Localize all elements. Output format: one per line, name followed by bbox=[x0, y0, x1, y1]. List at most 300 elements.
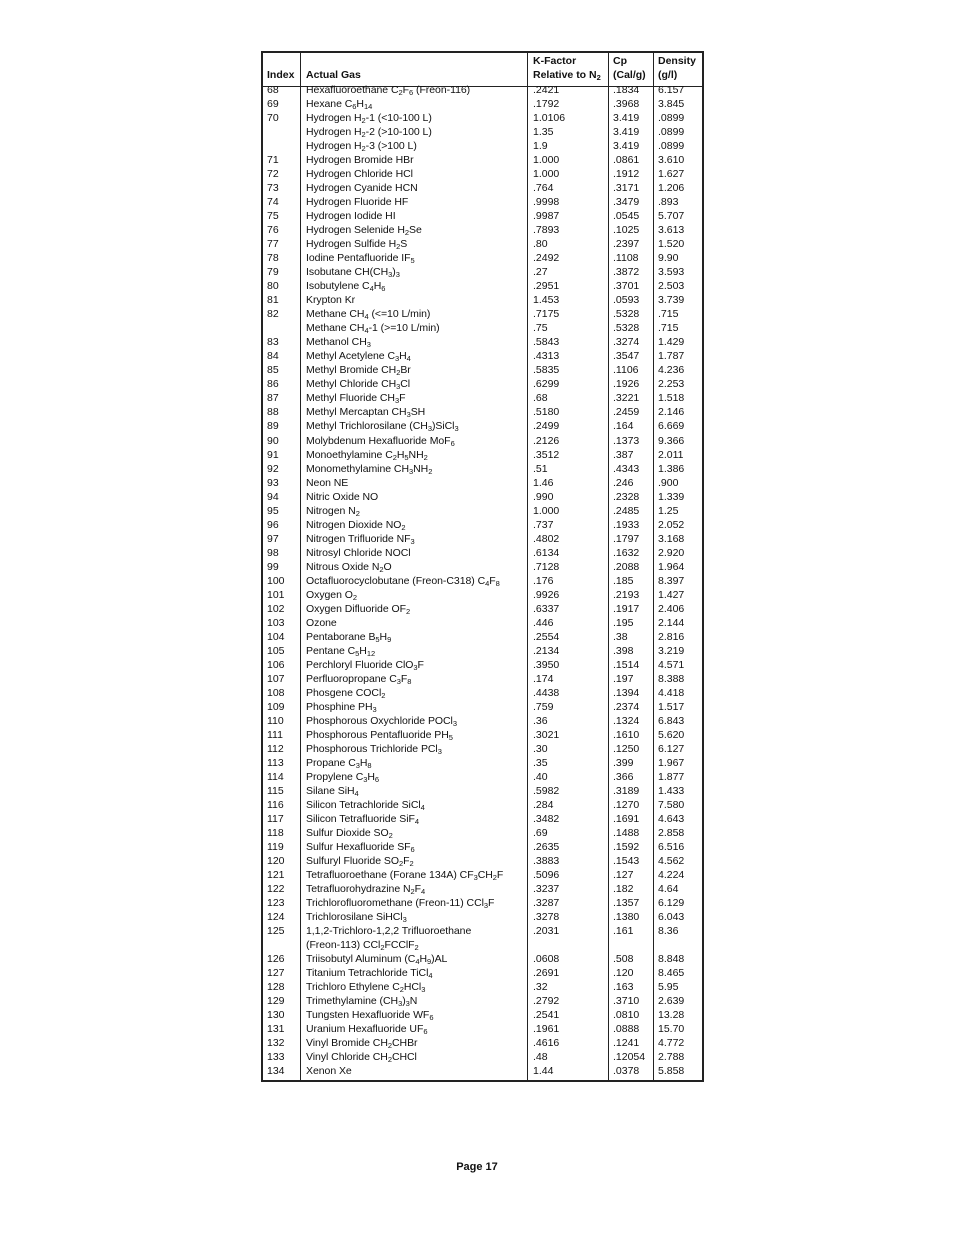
row-index: 114 bbox=[267, 770, 284, 783]
row-gas-name: Vinyl Bromide $CH_2CHBr$ bbox=[306, 1037, 418, 1051]
table-row bbox=[263, 237, 702, 251]
table-row bbox=[263, 490, 702, 504]
row-index: 116 bbox=[267, 799, 284, 812]
row-density: .0899 bbox=[658, 140, 685, 153]
row-density: 2.253 bbox=[658, 378, 685, 391]
gas-properties-table bbox=[261, 51, 704, 1082]
row-cp: .1912 bbox=[613, 168, 640, 181]
row-k-factor: .68 bbox=[533, 392, 548, 405]
row-density: 1.518 bbox=[658, 392, 685, 405]
row-index: 110 bbox=[267, 714, 284, 727]
row-gas-name: Silicon Tetrafluoride SiF$_4$ bbox=[306, 813, 419, 827]
table-row bbox=[263, 1064, 702, 1078]
row-cp: .1514 bbox=[613, 658, 640, 671]
row-gas-name: Nitrosyl Chloride NOCl bbox=[306, 546, 411, 559]
row-k-factor: .759 bbox=[533, 700, 554, 713]
table-row bbox=[263, 111, 702, 125]
row-k-factor: .9998 bbox=[533, 196, 560, 209]
row-k-factor: .2499 bbox=[533, 420, 560, 433]
row-k-factor: .3482 bbox=[533, 813, 560, 826]
row-index: 70 bbox=[267, 112, 279, 125]
row-k-factor: .764 bbox=[533, 182, 554, 195]
row-density: 4.224 bbox=[658, 869, 685, 882]
row-k-factor: .2031 bbox=[533, 925, 560, 938]
row-cp: .163 bbox=[613, 981, 634, 994]
table-row bbox=[263, 658, 702, 672]
row-k-factor: .7128 bbox=[533, 560, 560, 573]
row-density: 2.920 bbox=[658, 546, 685, 559]
row-index: 76 bbox=[267, 224, 279, 237]
row-cp: 3.419 bbox=[613, 140, 640, 153]
row-k-factor: .7893 bbox=[533, 224, 560, 237]
row-cp: .1373 bbox=[613, 434, 640, 447]
row-index: 121 bbox=[267, 869, 285, 882]
row-k-factor: 1.0106 bbox=[533, 112, 566, 125]
table-row bbox=[263, 616, 702, 630]
row-index: 123 bbox=[267, 897, 285, 910]
row-cp: .161 bbox=[613, 925, 634, 938]
row-index: 71 bbox=[267, 154, 279, 167]
table-row bbox=[263, 952, 702, 966]
row-density: 1.429 bbox=[658, 336, 685, 349]
row-cp: .1324 bbox=[613, 714, 640, 727]
row-cp: .195 bbox=[613, 616, 634, 629]
table-row bbox=[263, 840, 702, 854]
row-k-factor: .2541 bbox=[533, 1009, 560, 1022]
row-k-factor: .35 bbox=[533, 756, 548, 769]
table-row bbox=[263, 1008, 702, 1022]
row-gas-name: Phosphorous Pentafluoride $PH_5$ bbox=[306, 728, 453, 742]
row-index: 103 bbox=[267, 616, 285, 629]
table-row bbox=[263, 994, 702, 1008]
header-density-line2: (g/l) bbox=[658, 69, 678, 81]
row-cp: .164 bbox=[613, 420, 634, 433]
table-row bbox=[263, 139, 702, 153]
row-k-factor: .2691 bbox=[533, 967, 560, 980]
header-density-line1: Density bbox=[658, 55, 696, 67]
row-density: 4.64 bbox=[658, 883, 679, 896]
row-gas-name: Isobutane $CH(CH_3)_3$ bbox=[306, 266, 400, 280]
table-row bbox=[263, 307, 702, 321]
table-row bbox=[263, 97, 702, 111]
row-gas-name: Octafluorocyclobutane (Freon-C318) $C_4F_8$ bbox=[306, 574, 500, 588]
row-gas-name: Monoethylamine $C_2H_5NH_2$ bbox=[306, 448, 428, 462]
table-row bbox=[263, 321, 702, 335]
row-cp: .5328 bbox=[613, 322, 640, 335]
table-row bbox=[263, 854, 702, 868]
row-k-factor: .2792 bbox=[533, 995, 560, 1008]
row-k-factor: .2492 bbox=[533, 252, 560, 265]
row-index: 94 bbox=[267, 490, 279, 503]
row-index: 112 bbox=[267, 742, 284, 755]
row-density: 2.406 bbox=[658, 602, 685, 615]
row-gas-name: Pentaborane $B_5H_9$ bbox=[306, 630, 392, 644]
row-cp: .4343 bbox=[613, 462, 640, 475]
row-cp: .2397 bbox=[613, 238, 640, 251]
row-gas-name: Tetrafluoroethane (Forane 134A) $CF_3CH_2F$ bbox=[306, 869, 504, 883]
row-index: 90 bbox=[267, 434, 279, 447]
row-index: 95 bbox=[267, 504, 279, 517]
row-k-factor: .3512 bbox=[533, 448, 560, 461]
row-cp: .508 bbox=[613, 953, 634, 966]
header-k-factor-line2: Relative to $N_2$ bbox=[533, 69, 601, 82]
row-density: 2.503 bbox=[658, 280, 685, 293]
row-index: 134 bbox=[267, 1065, 285, 1078]
row-gas-name: Tetrafluorohydrazine $N_2F_4$ bbox=[306, 883, 426, 897]
row-index: 68 bbox=[267, 84, 279, 96]
row-gas-name: Propane $C_3H_8$ bbox=[306, 756, 372, 770]
row-gas-name: Hydrogen Selenide $H_2Se$ bbox=[306, 224, 422, 238]
row-gas-name: Silicon Tetrachloride SiCl$_4$ bbox=[306, 799, 425, 813]
table-row bbox=[263, 363, 702, 377]
row-density: 3.219 bbox=[658, 644, 685, 657]
row-gas-name: Phosphorous Trichloride PCl$_3$ bbox=[306, 742, 442, 756]
row-index: 93 bbox=[267, 476, 279, 489]
row-k-factor: .5835 bbox=[533, 364, 560, 377]
row-gas-name: Nitrogen Trifluoride $NF_3$ bbox=[306, 532, 415, 546]
row-cp: .127 bbox=[613, 869, 634, 882]
row-gas-name: Sulfuryl Fluoride $SO_2F_2$ bbox=[306, 855, 414, 869]
row-index: 85 bbox=[267, 364, 279, 377]
row-density: 1.964 bbox=[658, 560, 685, 573]
row-index: 75 bbox=[267, 210, 279, 223]
row-gas-name: Hydrogen Sulfide $H_2S$ bbox=[306, 238, 408, 252]
row-cp: .0810 bbox=[613, 1009, 640, 1022]
table-row bbox=[263, 896, 702, 910]
row-cp: .1610 bbox=[613, 728, 640, 741]
row-cp: .1834 bbox=[613, 84, 640, 96]
table-row bbox=[263, 798, 702, 812]
header-cp-line2: (Cal/g) bbox=[613, 69, 646, 81]
row-gas-name: Isobutylene $C_4H_6$ bbox=[306, 280, 386, 294]
row-index: 101 bbox=[267, 588, 285, 601]
row-cp: .1543 bbox=[613, 855, 640, 868]
row-k-factor: .737 bbox=[533, 518, 554, 531]
row-k-factor: .6337 bbox=[533, 602, 560, 615]
table-row bbox=[263, 1036, 702, 1050]
table-row bbox=[263, 826, 702, 840]
row-density: 5.95 bbox=[658, 981, 679, 994]
row-gas-name: Sulfur Dioxide $SO_2$ bbox=[306, 827, 393, 841]
row-cp: .1106 bbox=[613, 364, 639, 377]
row-gas-name: Trimethylamine $(CH_3)_3N$ bbox=[306, 995, 418, 1009]
row-k-factor: .446 bbox=[533, 616, 554, 629]
row-index: 109 bbox=[267, 700, 285, 713]
row-k-factor: .2134 bbox=[533, 644, 560, 657]
row-density: 2.788 bbox=[658, 1051, 685, 1064]
row-index: 128 bbox=[267, 981, 285, 994]
row-density: 5.707 bbox=[658, 210, 685, 223]
row-cp: .0861 bbox=[613, 154, 640, 167]
row-k-factor: .9926 bbox=[533, 588, 560, 601]
row-cp: .2193 bbox=[613, 588, 640, 601]
row-density: 4.643 bbox=[658, 813, 685, 826]
row-density: 5.620 bbox=[658, 728, 685, 741]
row-k-factor: .3287 bbox=[533, 897, 560, 910]
row-gas-name: 1,1,2-Trichloro-1,2,2 Trifluoroethane bbox=[306, 925, 472, 938]
row-density: 2.144 bbox=[658, 616, 685, 629]
table-row bbox=[263, 770, 702, 784]
row-density: 4.772 bbox=[658, 1037, 685, 1050]
table-row bbox=[263, 574, 702, 588]
row-cp: .197 bbox=[613, 672, 634, 685]
row-cp: .1108 bbox=[613, 252, 639, 265]
row-gas-name: Perfluoropropane $C_3F_8$ bbox=[306, 672, 412, 686]
row-cp: .185 bbox=[613, 574, 634, 587]
table-row bbox=[263, 377, 702, 391]
row-cp: .182 bbox=[613, 883, 634, 896]
table-row bbox=[263, 560, 702, 574]
row-k-factor: .174 bbox=[533, 672, 554, 685]
row-gas-name: Methane $CH_4$ (<=10 L/min) bbox=[306, 308, 431, 322]
row-k-factor: .4438 bbox=[533, 686, 560, 699]
row-gas-name: Hydrogen Chloride HCl bbox=[306, 168, 413, 181]
row-gas-name: Nitric Oxide NO bbox=[306, 490, 379, 503]
table-row bbox=[263, 784, 702, 798]
row-k-factor: .80 bbox=[533, 238, 548, 251]
table-row bbox=[263, 405, 702, 419]
table-row bbox=[263, 532, 702, 546]
row-index: 82 bbox=[267, 308, 279, 321]
row-gas-name: Hydrogen Iodide HI bbox=[306, 210, 396, 223]
row-k-factor: .3883 bbox=[533, 855, 560, 868]
row-gas-name: Neon NE bbox=[306, 476, 349, 489]
row-k-factor: .4616 bbox=[533, 1037, 560, 1050]
row-density: 3.168 bbox=[658, 532, 685, 545]
table-row bbox=[263, 167, 702, 181]
row-k-factor: .32 bbox=[533, 981, 548, 994]
row-k-factor: .69 bbox=[533, 827, 548, 840]
table-row bbox=[263, 448, 702, 462]
row-k-factor: .990 bbox=[533, 490, 554, 503]
row-k-factor: .40 bbox=[533, 770, 548, 783]
row-k-factor: 1.000 bbox=[533, 504, 560, 517]
table-row bbox=[263, 868, 702, 882]
table-row bbox=[263, 812, 702, 826]
row-gas-name: Nitrogen Dioxide $NO_2$ bbox=[306, 518, 406, 532]
row-gas-name: Pentane $C_5H_{12}$ bbox=[306, 644, 376, 658]
row-index: 132 bbox=[267, 1037, 285, 1050]
row-index: 119 bbox=[267, 841, 284, 854]
row-cp: 3.419 bbox=[613, 112, 640, 125]
row-density: 2.639 bbox=[658, 995, 685, 1008]
row-gas-name: Hydrogen Bromide HBr bbox=[306, 154, 414, 167]
row-density: .900 bbox=[658, 476, 679, 489]
row-density: 8.388 bbox=[658, 672, 685, 685]
table-row bbox=[263, 265, 702, 279]
row-index: 86 bbox=[267, 378, 279, 391]
row-cp: .387 bbox=[613, 448, 634, 461]
row-density: .0899 bbox=[658, 126, 685, 139]
table-row bbox=[263, 209, 702, 223]
row-index: 129 bbox=[267, 995, 285, 1008]
row-density: 9.90 bbox=[658, 252, 679, 265]
row-cp: .2328 bbox=[613, 490, 640, 503]
row-k-factor: .2635 bbox=[533, 841, 560, 854]
row-density: 15.70 bbox=[658, 1023, 685, 1036]
row-cp: .2485 bbox=[613, 504, 640, 517]
row-index: 108 bbox=[267, 686, 285, 699]
row-cp: .3274 bbox=[613, 336, 640, 349]
row-cp: .1797 bbox=[613, 532, 640, 545]
row-index: 92 bbox=[267, 462, 279, 475]
row-k-factor: .5096 bbox=[533, 869, 560, 882]
row-index: 83 bbox=[267, 336, 279, 349]
row-index: 118 bbox=[267, 827, 284, 840]
row-index: 96 bbox=[267, 518, 279, 531]
row-cp: .1691 bbox=[613, 813, 640, 826]
row-gas-name: Krypton Kr bbox=[306, 294, 356, 307]
row-cp: .3872 bbox=[613, 266, 640, 279]
row-cp: .1632 bbox=[613, 546, 640, 559]
row-k-factor: .2421 bbox=[533, 84, 560, 96]
row-k-factor: .36 bbox=[533, 714, 548, 727]
row-k-factor: .1792 bbox=[533, 98, 560, 111]
row-cp: .1241 bbox=[613, 1037, 640, 1050]
table-row bbox=[263, 910, 702, 924]
row-index: 111 bbox=[267, 728, 283, 741]
row-gas-name: Methyl Mercaptan $CH_3SH$ bbox=[306, 406, 426, 420]
row-density: 1.517 bbox=[658, 700, 685, 713]
row-gas-name: Ozone bbox=[306, 616, 337, 629]
row-density: 1.339 bbox=[658, 490, 685, 503]
row-cp: .1917 bbox=[613, 602, 640, 615]
row-gas-name: Sulfur Hexafluoride $SF_6$ bbox=[306, 841, 415, 855]
row-density: 8.848 bbox=[658, 953, 685, 966]
row-gas-name: Phosgene COCl$_2$ bbox=[306, 686, 386, 700]
row-cp: .1270 bbox=[613, 799, 640, 812]
table-row bbox=[263, 672, 702, 686]
row-gas-name: Hexafluoroethane $C_2F_6$ (Freon-116) bbox=[306, 84, 471, 97]
row-gas-name: Hydrogen $H_2-1$ (<10-100 L) bbox=[306, 112, 432, 126]
row-index: 73 bbox=[267, 182, 279, 195]
row-density: 2.052 bbox=[658, 518, 685, 531]
row-gas-name: Tungsten Hexafluoride $WF_6$ bbox=[306, 1009, 434, 1023]
row-k-factor: .3237 bbox=[533, 883, 560, 896]
row-cp: .5328 bbox=[613, 308, 640, 321]
row-index: 88 bbox=[267, 406, 279, 419]
row-cp: .1926 bbox=[613, 378, 640, 391]
row-cp: .1488 bbox=[613, 827, 640, 840]
row-k-factor: .51 bbox=[533, 462, 548, 475]
row-gas-name: Oxygen $O_2$ bbox=[306, 588, 357, 602]
row-cp: .12054 bbox=[613, 1051, 646, 1064]
table-row bbox=[263, 924, 702, 938]
row-index: 69 bbox=[267, 98, 279, 111]
row-cp: .1025 bbox=[613, 224, 640, 237]
row-density: 1.787 bbox=[658, 350, 685, 363]
row-cp: .38 bbox=[613, 630, 628, 643]
row-cp: .1250 bbox=[613, 742, 640, 755]
row-cp: .0378 bbox=[613, 1065, 640, 1078]
table-row bbox=[263, 83, 702, 97]
table-row bbox=[263, 1050, 702, 1064]
row-gas-name: (Freon-113) CCl$_2$FCClF$_2$ bbox=[306, 939, 419, 953]
page-number: Page 17 bbox=[456, 1161, 498, 1173]
row-gas-name: Perchloryl Fluoride ClO$_3$F bbox=[306, 658, 424, 672]
row-index: 124 bbox=[267, 911, 285, 924]
row-index: 107 bbox=[267, 672, 285, 685]
table-row bbox=[263, 742, 702, 756]
row-density: 8.397 bbox=[658, 574, 685, 587]
table-row bbox=[263, 714, 702, 728]
row-density: 7.580 bbox=[658, 799, 685, 812]
table-row bbox=[263, 279, 702, 293]
row-density: 9.366 bbox=[658, 434, 685, 447]
row-k-factor: .75 bbox=[533, 322, 548, 335]
row-index: 133 bbox=[267, 1051, 285, 1064]
row-index: 127 bbox=[267, 967, 285, 980]
row-gas-name: Methyl Bromide $CH_2Br$ bbox=[306, 364, 411, 378]
row-index: 122 bbox=[267, 883, 285, 896]
row-density: 1.627 bbox=[658, 168, 685, 181]
row-cp: .2374 bbox=[613, 700, 640, 713]
row-density: 3.845 bbox=[658, 98, 685, 111]
row-cp: .246 bbox=[613, 476, 634, 489]
header-k-factor bbox=[533, 54, 601, 82]
header-cp bbox=[613, 54, 646, 82]
row-gas-name: Nitrogen $N_2$ bbox=[306, 504, 360, 518]
table-row bbox=[263, 434, 702, 448]
row-k-factor: .5982 bbox=[533, 785, 560, 797]
table-row bbox=[263, 588, 702, 602]
row-index: 113 bbox=[267, 756, 284, 769]
row-k-factor: 1.46 bbox=[533, 476, 554, 489]
row-gas-name: Hydrogen $H_2-2$ (>10-100 L) bbox=[306, 126, 432, 140]
row-density: 1.967 bbox=[658, 756, 685, 769]
row-k-factor: .3278 bbox=[533, 911, 560, 924]
table-row bbox=[263, 1022, 702, 1036]
row-density: 6.043 bbox=[658, 911, 685, 924]
row-gas-name: Methyl Trichlorosilane $(CH_3)SiCl_3$ bbox=[306, 420, 459, 434]
row-index: 84 bbox=[267, 350, 279, 363]
row-density: 1.386 bbox=[658, 462, 685, 475]
row-k-factor: .2554 bbox=[533, 630, 560, 643]
row-k-factor: .48 bbox=[533, 1051, 548, 1064]
row-index: 74 bbox=[267, 196, 279, 209]
row-k-factor: .7175 bbox=[533, 308, 560, 321]
row-k-factor: .284 bbox=[533, 799, 554, 812]
row-gas-name: Molybdenum Hexafluoride MoF$_6$ bbox=[306, 434, 455, 448]
row-gas-name: Phosphine $PH_3$ bbox=[306, 700, 377, 714]
row-k-factor: .4802 bbox=[533, 532, 560, 545]
row-density: 2.858 bbox=[658, 827, 685, 840]
row-density: 2.816 bbox=[658, 630, 685, 643]
row-k-factor: .2126 bbox=[533, 434, 560, 447]
row-k-factor: .6299 bbox=[533, 378, 560, 391]
row-density: 13.28 bbox=[658, 1009, 685, 1022]
row-k-factor: .5843 bbox=[533, 336, 560, 349]
table-row bbox=[263, 349, 702, 363]
table-row bbox=[263, 251, 702, 265]
row-density: 6.669 bbox=[658, 420, 685, 433]
row-density: 3.739 bbox=[658, 294, 685, 307]
row-density: 6.843 bbox=[658, 714, 685, 727]
row-density: 4.571 bbox=[658, 658, 685, 671]
row-gas-name: Titanium Tetrachloride TiCl$_4$ bbox=[306, 967, 433, 981]
row-gas-name: Trichlorosilane SiHCl$_3$ bbox=[306, 911, 407, 925]
table-row bbox=[263, 518, 702, 532]
row-k-factor: 1.000 bbox=[533, 154, 560, 167]
row-k-factor: 1.35 bbox=[533, 126, 554, 139]
row-index: 104 bbox=[267, 630, 285, 643]
row-cp: .1933 bbox=[613, 518, 640, 531]
row-k-factor: .0608 bbox=[533, 953, 560, 966]
row-index: 89 bbox=[267, 420, 279, 433]
row-cp: .0888 bbox=[613, 1023, 640, 1036]
table-row bbox=[263, 938, 702, 952]
row-cp: .2459 bbox=[613, 406, 640, 419]
